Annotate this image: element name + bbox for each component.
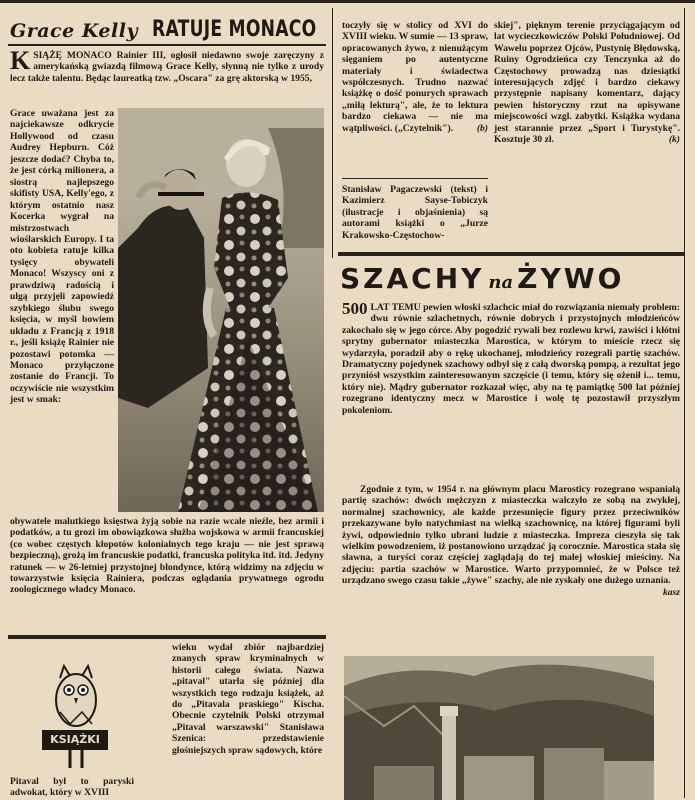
grace-side-text: Grace uważana jest za najciekawsze odkrycie Hollywood od czasu Audrey Hepburn. Cóż jeszcze dodać? Chyba to, że jest córką milionera, a siostrą najlepszego skifisty USA, Kelly'ego, z którym ostatnio nasz Kocerka wygrał na mistrzostwach wioślarskich Europy. I ta oto kobieta ratuje kilka tysięcy obywateli Monaco! Wszyscy oni z prawdziwą radością i ulgą przyjęli zapowiedź szybkiego ślubu swego księcia, w myśl bowiem układu z Francją z 1918 r., jeśli książę Rainier nie pozostawi potomka — Monaco przyłączone zostanie do Francji. To oczywiście nie wszystkim jest w smak: — [10, 108, 114, 406]
review-body: toczyły się w stolicy od XVI do XVIII wieku. W sumie — 13 spraw, opracowanych żywo, z nienużącym sięganiem po autentyczne materiały i świadectwa współczesnych. Trudno nazwać książkę o dość ponurych sprawach „miłą lekturą", ale, że to lektura bardzo ciekawa — nie ma wątpliwości. („Czytelnik"). — [342, 20, 488, 134]
pagaczewski-signature: (k) — [668, 134, 680, 146]
title-underline — [8, 44, 326, 46]
pagaczewski-intro — [342, 184, 488, 241]
szachy-body-text: Zgodnie z tym, w 1954 r. na głównym placu Marosticy rozegrano wspaniałą partię szachów: dwóch mężczyzn z miasteczka walczyło ze sobą na zwykłej, normalnej szachownicy, ale każde przesunięcie figury przez przeciwników przekazywane było natychmiast na wielką szachownicę, na której figurami byli żywi, odpowiednio tylko ubrani ludzie z miasteczka. Impreza cieszyła się tak wielkim powodzeniem, iż postanowiono urządzać ją corocznie. Marostica stała się sławna, a turyści coraz częściej zaglądają do tej małej włoskiej mieściny. Na zdjęciu: partia szachów w Marostice. Warto przypomnieć, że w Polsce też urządzano swego czasu takie „żywe" szachy, ale nie zyskały one dużego uznania. — [342, 484, 680, 587]
owl-books-icon — [30, 652, 120, 770]
szachy-title-a: SZACHY — [340, 262, 485, 295]
review-text — [342, 20, 488, 134]
szachy-body — [342, 484, 680, 598]
section-rule-left — [8, 635, 326, 639]
column-divider — [332, 8, 333, 258]
column-divider-right — [684, 8, 685, 798]
grace-title-script: Grace Kelly — [10, 20, 138, 42]
grace-title-block: RATUJE MONACO — [152, 17, 317, 42]
section-rule-right — [338, 252, 684, 256]
pagaczewski-column — [494, 20, 680, 145]
szachy-title-b: na — [488, 272, 514, 293]
pitaval-right — [172, 642, 324, 756]
marostica-image — [344, 656, 654, 800]
szachy-intro-text: LAT TEMU pewien włoski szlachcic miał do rozwiązania niemały problem: dwu równie szlachetnych, równie dobrych i przystojnych młodzieńców zakochało się w jego córce. Aby pogodzić rywali bez rozlewu krwi, zawiści i kłótni sprytny gubernator miasteczka Marostica, w którym to mieście rzecz się wydarzyła, poradził aby o rękę ukochanej, młodzieńcy rozegrali partię szachów. Dramatyczny pojedynek szachowy odbył się z całą dworską pompą, a rezultat jego przyniósł wszystkim zainteresowanym szczęście (i temu, który się ożenił i... temu, który nie). Mądry gubernator rozkazał więc, aby na tę pamiątkę 500 lat później rozegrano identyczny mecz w Marostice i wolę tę pozostawił przyszłym pokoleniom. — [342, 302, 680, 416]
grace-bottom-text: obywatele malutkiego księstwa żyją sobie na razie wcale nieźle, bez armii i podatków, a tu grozi im obowiązkowa służba wojskowa w armii francuskiej (co wobec częstych kłopotów kolonialnych tego kraju — nie jest sprawą bezpieczną), grożą im francuskie podatki, francuska polityka itd. itd. Jedyny ratunek — w 26-letniej przystojnej blondynce, którą widzimy na zdjęciu w towarzystwie księcia Rainiera, podczas oglądania prywatnego ogrodu zoologicznego władcy Monaco. — [10, 516, 324, 596]
pitaval-left — [10, 776, 134, 799]
grace-bottom — [10, 516, 324, 596]
books-logo-label: KSIĄŻKI — [50, 733, 100, 746]
pagaczewski-cont-text: skiej", pięknym terenie przyciągającym od lat wycieczkowiczów Polski Południowej. Od Wawelu poprzez Ojców, Pustynię Błędowską, Ruiny Ogrodzieńca czy Tenczynka aż do Częstochowy prowadzą nas dziesiątki interesujących zdjęć i bardzo ciekawy przystępnie napisany komentarz, dający pewien historyczny rzut na opisywane miejscowości wzgl. zabytki. Książka wydana jest starannie przez „Sport i Turystykę". Kosztuje 30 zł. — [494, 20, 680, 146]
grace-dropcap: K — [10, 46, 31, 75]
grace-intro — [10, 46, 324, 84]
review-signature: (b) — [476, 122, 488, 134]
szachy-intro — [342, 299, 680, 416]
marostica-photo — [344, 656, 654, 800]
review-rule — [342, 178, 488, 179]
szachy-title — [340, 262, 624, 295]
grace-intro-text: SIĄŻĘ MONACO Rainier III, ogłosił niedawno swoje zaręczyny z amerykańską gwiazdą filmową Grace Kelly, słynną nie tylko z urody lecz także talentu. Będąc laureatką tzw. „Oscara" za grę aktorską w 1955, — [10, 50, 324, 84]
books-logo — [30, 652, 120, 770]
top-rule — [0, 0, 695, 3]
szachy-big-number: 500 — [342, 299, 368, 318]
szachy-title-c: ŻYWO — [517, 262, 625, 295]
szachy-signature: kasz — [662, 586, 680, 598]
grace-side-column — [10, 108, 114, 406]
grace-rainier-photo — [118, 108, 324, 512]
pitaval-left-text: Pitaval był to paryski adwokat, który w XVIII — [10, 776, 134, 799]
pitaval-right-text: wieku wydał zbiór najbardziej znanych spraw kryminalnych w historii całego świata. Nazwa „pitaval" utarła się później dla wszystkich tego rodzaju książek, aż do „Pitavala praskiego" Kischa. Obecnie czytelnik Polski otrzymał „Pitaval warszawski" Stanisława Szenica: przedstawienie głośniejszych spraw sądowych, które — [172, 642, 324, 756]
photo-image — [118, 108, 324, 512]
pagaczewski-text: Stanisław Pagaczewski (tekst) i Kazimierz Sayse-Tobiczyk (ilustracje i objaśnienia) są autorami książki o „Jurze Krakowsko-Częstochow- — [342, 184, 488, 241]
